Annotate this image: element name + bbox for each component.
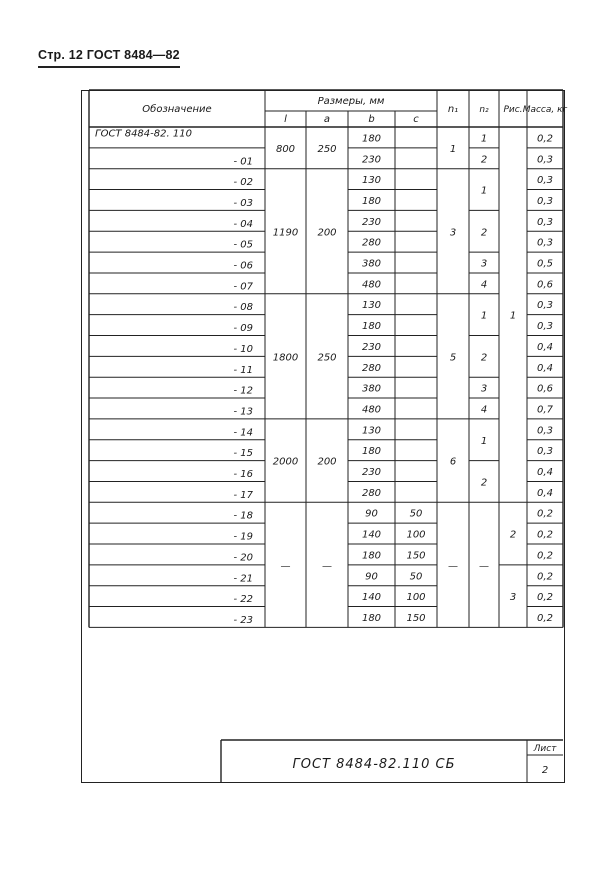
cell-c: 100 [406, 529, 426, 541]
header-mass: Масса, кг [522, 105, 568, 115]
row-designation: - 06 [233, 260, 253, 272]
cell-l: 1800 [272, 352, 299, 364]
header-figure: Рис. [503, 105, 523, 115]
row-designation: - 12 [233, 385, 253, 397]
cell-b: 130 [361, 425, 382, 437]
cell-a: 200 [317, 227, 337, 239]
cell-figure: 3 [509, 592, 517, 604]
row-designation: - 09 [233, 323, 253, 335]
cell-b: 130 [361, 175, 382, 187]
header-c: c [413, 114, 419, 125]
row-designation: - 18 [233, 510, 253, 522]
cell-n2: 1 [480, 133, 488, 145]
cell-a: 250 [317, 352, 337, 364]
cell-b: 140 [361, 592, 382, 604]
cell-n2: 4 [480, 279, 488, 291]
cell-mass: 0,2 [537, 133, 553, 145]
cell-b: 230 [361, 154, 382, 166]
cell-b: 480 [361, 404, 382, 416]
row-designation: ГОСТ 8484-82. 110 [95, 128, 192, 140]
cell-n1: 6 [449, 456, 457, 468]
cell-n2: 2 [480, 154, 488, 166]
cell-mass: 0,3 [537, 425, 553, 437]
cell-b: 280 [361, 487, 382, 499]
cell-mass: 0,2 [537, 592, 553, 604]
cell-b: 180 [361, 195, 382, 207]
header-a: a [323, 114, 331, 125]
cell-b: 230 [361, 216, 382, 228]
cell-b: 280 [361, 237, 382, 249]
header-designation: Обозначение [142, 104, 212, 115]
title-block-sheet-number: 2 [541, 765, 549, 776]
cell-mass: 0,4 [537, 487, 553, 499]
header-l: l [284, 114, 287, 125]
row-designation: - 08 [233, 302, 253, 314]
cell-n1: 1 [449, 143, 457, 155]
row-designation: - 05 [233, 239, 253, 251]
cell-mass: 0,3 [537, 321, 553, 333]
row-designation: - 14 [233, 427, 253, 439]
cell-n2: 3 [480, 258, 488, 270]
header-n2: n₂ [479, 105, 489, 115]
cell-n2: 1 [480, 185, 488, 197]
cell-figure: 2 [509, 529, 517, 541]
cell-n1: 3 [449, 227, 457, 239]
row-designation: - 07 [233, 281, 253, 293]
cell-figure: 1 [509, 310, 517, 322]
cell-l: — [280, 560, 291, 572]
cell-mass: 0,4 [537, 362, 553, 374]
cell-c: 150 [406, 550, 426, 562]
cell-b: 90 [365, 571, 378, 583]
cell-b: 280 [361, 362, 382, 374]
cell-a: 200 [317, 456, 337, 468]
cell-b: 180 [361, 612, 382, 624]
row-designation: - 20 [233, 552, 253, 564]
cell-mass: 0,3 [537, 216, 553, 228]
cell-l: 2000 [272, 456, 299, 468]
cell-n2: — [479, 560, 489, 572]
cell-b: 130 [361, 300, 382, 312]
page-header: Стр. 12 ГОСТ 8484—82 [38, 48, 180, 62]
header-sizes: Размеры, мм [317, 96, 385, 107]
title-block-code: ГОСТ 8484-82.110 СБ [292, 757, 456, 772]
cell-mass: 0,6 [537, 279, 553, 291]
cell-mass: 0,3 [537, 195, 553, 207]
cell-mass: 0,2 [537, 508, 553, 520]
cell-mass: 0,2 [537, 550, 553, 562]
cell-mass: 0,3 [537, 154, 553, 166]
cell-mass: 0,3 [537, 446, 553, 458]
cell-c: 150 [406, 612, 426, 624]
cell-b: 480 [361, 279, 382, 291]
cell-mass: 0,3 [537, 175, 553, 187]
cell-a: — [322, 560, 332, 572]
cell-n2: 1 [480, 310, 488, 322]
cell-mass: 0,6 [537, 383, 553, 395]
cell-mass: 0,2 [537, 529, 553, 541]
header-n1: n₁ [447, 104, 459, 115]
title-block-sheet-label: Лист [533, 744, 557, 754]
row-designation: - 01 [233, 156, 253, 168]
cell-b: 180 [361, 446, 382, 458]
cell-n2: 4 [480, 404, 488, 416]
cell-mass: 0,3 [537, 237, 553, 249]
cell-b: 380 [361, 258, 382, 270]
header-b: b [368, 114, 375, 125]
row-designation: - 21 [233, 573, 253, 585]
cell-b: 230 [361, 467, 382, 479]
cell-mass: 0,7 [537, 404, 553, 416]
cell-mass: 0,2 [537, 612, 553, 624]
cell-b: 180 [361, 133, 382, 145]
cell-c: 100 [406, 592, 426, 604]
table-text [95, 96, 568, 776]
row-designation: - 10 [233, 343, 253, 355]
cell-mass: 0,4 [537, 467, 553, 479]
cell-a: 250 [317, 143, 337, 155]
cell-b: 90 [365, 508, 378, 520]
row-designation: - 17 [233, 489, 253, 501]
cell-c: 50 [409, 508, 423, 520]
cell-n2: 2 [480, 352, 488, 364]
cell-mass: 0,2 [537, 571, 553, 583]
cell-b: 230 [361, 341, 382, 353]
cell-n2: 1 [480, 435, 488, 447]
row-designation: - 16 [233, 469, 253, 481]
row-designation: - 23 [233, 614, 253, 626]
cell-l: 800 [275, 143, 296, 155]
table-grid [89, 90, 563, 782]
row-designation: - 02 [233, 177, 253, 189]
cell-n2: 2 [480, 227, 488, 239]
cell-c: 50 [409, 571, 423, 583]
row-designation: - 22 [233, 594, 253, 606]
cell-mass: 0,4 [537, 341, 553, 353]
cell-b: 380 [361, 383, 382, 395]
cell-l: 1190 [272, 227, 299, 239]
row-designation: - 03 [233, 197, 253, 209]
cell-b: 180 [361, 550, 382, 562]
cell-b: 140 [361, 529, 382, 541]
row-designation: - 15 [233, 448, 253, 460]
row-designation: - 13 [233, 406, 253, 418]
cell-mass: 0,3 [537, 300, 553, 312]
cell-n1: 5 [449, 352, 457, 364]
cell-b: 180 [361, 321, 382, 333]
cell-mass: 0,5 [537, 258, 553, 270]
row-designation: - 04 [233, 218, 253, 230]
cell-n1: — [448, 560, 458, 572]
cell-n2: 2 [480, 477, 488, 489]
row-designation: - 11 [233, 364, 253, 376]
row-designation: - 19 [233, 531, 253, 543]
cell-n2: 3 [480, 383, 488, 395]
